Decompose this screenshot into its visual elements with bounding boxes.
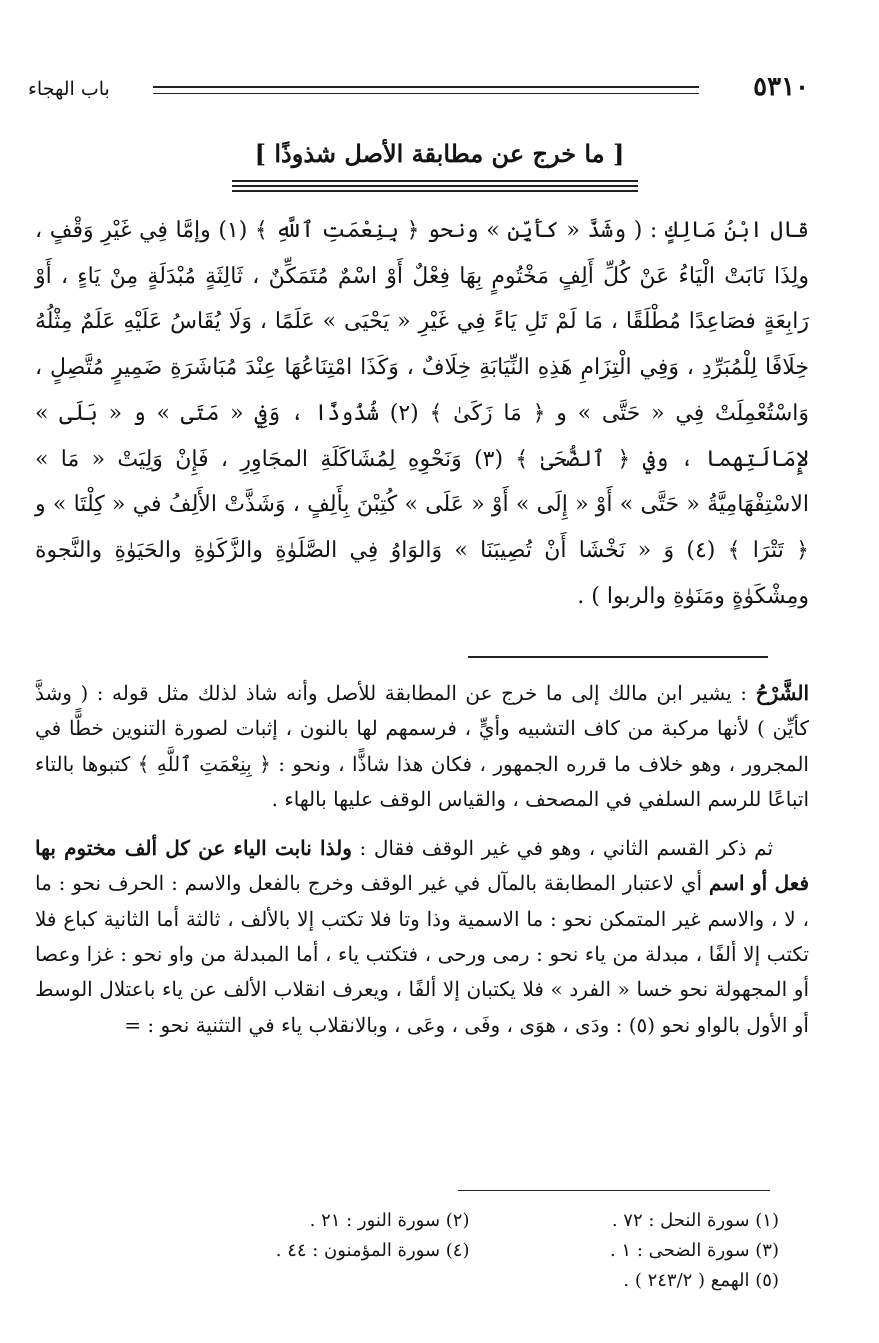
header-rule xyxy=(153,86,699,94)
footnote-row xyxy=(160,1206,779,1236)
commentary-paragraph-1 xyxy=(35,676,809,817)
commentary-text-1: : يشير ابن مالك إلى ما خرج عن المطابقة للأصل وأنه شاذ لذلك مثل قوله : ( وشذَّ كأيِّن ) لأنها مركبة من كاف التشبيه وأيٍّ ، فرسمهم لها بالنون ، إثبات لصورة التنوين خطًّا في المجرور ، وهو خلاف ما قرره الجمهور ، فكان هذا شاذًّا ، ونحو : ﴿ بِنِعْمَتِ ٱللَّهِ ﴾ كتبوها بالتاء اتباعًا للرسم السلفي في المصحف ، والقياس الوقف عليها بالهاء . xyxy=(35,681,809,811)
commentary-text-2b: أي لاعتبار المطابقة بالمآل في غير الوقف وخرج بالفعل والاسم : الحرف نحو : ما ، لا ، والاسم غير المتمكن نحو : ما الاسمية وذا وتا فلا تكتب إلا بالألف ، ثالثة أما الثانية كباع فلا تكتب إلا ألفًا ، مبدلة من ياء نحو : رمى ورحى ، فتكتب ياء ، أما المبدلة من واو نحو : غزا وعصا أو المجهولة نحو خسا « الفرد » فلا يكتبان إلا ألفًا ، ويعرف انقلاب الألف عن ياء باعتلال الوسط أو الأول بالواو نحو (٥) : ودَى ، هوَى ، وفَى ، وعَى ، وبالانقلاب ياء في التثنية نحو : = xyxy=(35,871,809,1037)
commentary-text-2a: ثم ذكر القسم الثاني ، وهو في غير الوقف فقال : xyxy=(359,836,774,861)
footnote-1: (١) سورة النحل : ٧٢ . xyxy=(611,1210,779,1231)
page-header xyxy=(28,72,809,106)
footnote-separator xyxy=(458,1190,770,1191)
section-title: [ ما خرج عن مطابقة الأصل شذوذًا ] xyxy=(254,139,625,168)
footnotes xyxy=(160,1206,779,1296)
commentary-quote: ولذا نابت الياء عن كل ألف مختوم بها فعل أو اسم xyxy=(35,836,810,896)
title-rule-1 xyxy=(232,180,638,182)
title-rule-3 xyxy=(232,190,638,192)
footnote-5: (٥) الهمع ( ٢٤٣/٢ ) . xyxy=(623,1270,779,1291)
commentary xyxy=(35,676,809,1043)
footnote-2: (٢) سورة النور : ٢١ . xyxy=(309,1210,470,1231)
matn-text: قال ابْنُ مَالِكٍ : ( وشَذَّ « كأَيِّن » ونحو ﴿ بِنِعْمَتِ ٱللَّهِ ﴾ (١) وإمَّا فِي غَيْرِ وَقْفٍ ، ولِذَا نَابَتْ الْيَاءُ عَنْ كُلِّ أَلِفٍ مَخْتُومٍ بِهَا فِعْلٌ أَوْ اسْمٌ مُتَمَكِّنٌ ، ثَالِثَةٍ مُبْدَلَةٍ مِنْ يَاءٍ ، أَوْ رَابِعَةٍ فصَاعِدًا مُطْلَقًا ، مَا لَمْ تَلِ يَاءً فِي غَيْرِ « يَحْيَى » عَلَمًا ، وَلَا يُقَاسُ عَلَيْهِ عَلَمٌ مِثْلُهُ خِلَافًا لِلْمُبَرِّدِ ، وَفِي الْتِزَامِ هَذِهِ النِّيَابَةِ خِلَافٌ ، وَكَذَا امْتِنَاعُهَا عِنْدَ مُبَاشَرَةِ ضَمِيرٍ مُتَّصِلٍ ، وَاسْتُعْمِلَتْ فِي « حَتَّى » و ﴿ مَا زَكَىٰ ﴾ (٢) شُذُوذًا ، وَفِي « مَتَى » و « بَلَى » لإِمَالَتِهما ، وفي ﴿ ٱلضُّحَىٰ ﴾ (٣) وَنَحْوِهِ لِمُشَاكَلَةِ المجَاوِرِ ، فَإِنْ وَلِيَتْ « مَا » الاسْتِفْهَامِيَّةُ « حَتَّى » أَوْ « إِلَى » أَوْ « عَلَى » كُتِبْنَ بِأَلِفٍ ، وَشَذَّتْ الأَلِفُ في « كِلْتَا » و ﴿ تَتْرَا ﴾ (٤) وَ « نَخْشَا أَنْ تُصِيبَنَا » وَالوَاوُ فِي الصَّلَوٰةِ والزَّكَوٰةِ والحَيَوٰةِ والنَّجوة ومِشْكَوٰةٍ ومَنَوٰةِ والربوا ) . xyxy=(35,218,810,609)
footnote-row xyxy=(160,1266,779,1296)
title-rule-2 xyxy=(232,185,638,187)
footnote-row xyxy=(160,1236,779,1266)
chapter-title: باب الهجاء xyxy=(28,78,110,100)
commentary-paragraph-2 xyxy=(35,831,809,1043)
sharh-heading: الشَّرْحُ xyxy=(755,681,809,705)
footnote-4: (٤) سورة المؤمنون : ٤٤ . xyxy=(275,1240,470,1261)
footnote-3: (٣) سورة الضحى : ١ . xyxy=(609,1240,779,1261)
page-number: ٥٣١٠ xyxy=(753,72,809,102)
matn-separator xyxy=(468,656,768,658)
